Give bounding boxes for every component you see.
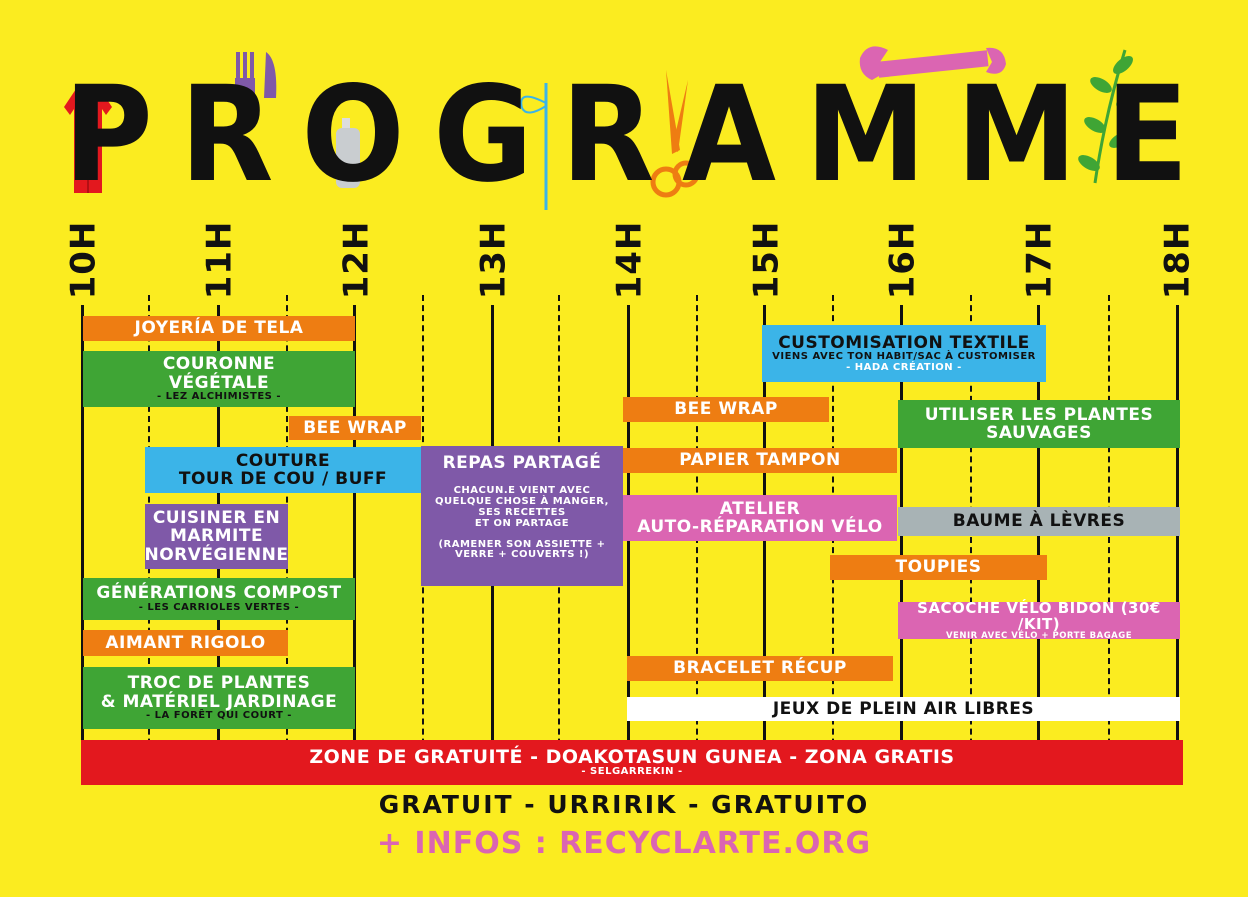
title-letter: G: [433, 58, 532, 212]
hour-label: 17H: [1019, 220, 1059, 300]
activity-zone-gratuite: [81, 740, 1183, 785]
activity-papier-tampon: [623, 448, 897, 473]
activity-title: ATELIER: [719, 498, 801, 519]
title-letter: R: [561, 58, 653, 212]
activity-note: (RAMENER SON ASSIETTE +: [438, 538, 606, 550]
activity-note: VIENS AVEC TON HABIT/SAC À CUSTOMISER: [772, 350, 1036, 362]
activity-utiliser-plantes: [898, 400, 1180, 448]
activity-note: ET ON PARTAGE: [474, 517, 570, 529]
activity-title: SAUVAGES: [986, 423, 1092, 443]
hour-label: 13H: [473, 220, 513, 300]
activity-title: TOUR DE COU / BUFF: [178, 469, 388, 489]
activity-title: JOYERÍA DE TELA: [134, 318, 304, 339]
activity-aimant: [83, 630, 288, 656]
activity-title: VÉGÉTALE: [168, 372, 270, 393]
activity-title: COURONNE: [162, 354, 276, 375]
hour-label: 14H: [609, 220, 649, 300]
activity-note: VERRE + COUVERTS !): [454, 549, 590, 561]
infos-link[interactable]: + INFOS : RECYCLARTE.ORG: [376, 826, 872, 861]
title-letter: O: [301, 58, 404, 212]
activity-title: COUTURE: [235, 450, 331, 471]
title-letter: P: [63, 58, 151, 212]
free-entry-banner: GRATUIT - URRIRIK - GRATUITO: [378, 790, 870, 819]
activity-baume: [898, 507, 1180, 536]
hour-label: 10H: [63, 220, 103, 300]
activity-sacoche: [898, 598, 1180, 642]
activity-bee-wrap-left: [289, 416, 421, 440]
hour-label: 18H: [1157, 220, 1197, 300]
hour-label: 16H: [882, 220, 922, 300]
title-letter: A: [682, 58, 775, 212]
activity-title: REPAS PARTAGÉ: [442, 453, 602, 473]
activity-note: VENIR AVEC VÉLO + PORTE BAGAGE: [945, 631, 1133, 642]
activity-joyeria: [83, 316, 355, 341]
activity-generations-compost: [83, 578, 355, 620]
page-title: [60, 55, 1190, 215]
activity-title: BEE WRAP: [303, 417, 407, 438]
activity-host: - LA FORÊT QUI COURT -: [146, 709, 292, 721]
activity-title: NORVÉGIENNE: [144, 544, 289, 565]
activity-bracelet: [627, 656, 893, 681]
activity-repas: [421, 446, 623, 586]
activity-customisation: [762, 325, 1046, 382]
activity-title: AUTO-RÉPARATION VÉLO: [637, 517, 883, 537]
activity-host: - LES CARRIOLES VERTES -: [138, 601, 300, 613]
activity-jeux: [627, 697, 1180, 721]
title-letter: M: [805, 58, 925, 212]
activity-bee-wrap-right: [623, 397, 829, 422]
hour-label: 12H: [336, 220, 376, 300]
activity-title: BEE WRAP: [674, 399, 778, 420]
activity-host: - LEZ ALCHIMISTES -: [157, 390, 281, 402]
activity-toupies: [830, 555, 1047, 580]
activity-note: SES RECETTES: [478, 506, 566, 518]
title-letter: M: [956, 58, 1076, 212]
activity-title: GÉNÉRATIONS COMPOST: [96, 583, 342, 604]
hour-label: 11H: [199, 220, 239, 300]
activity-host: - SELGARREKIN -: [581, 766, 683, 778]
activity-couronne: [83, 351, 355, 407]
activity-title: AIMANT RIGOLO: [105, 632, 266, 653]
activity-title: UTILISER LES PLANTES: [924, 404, 1154, 425]
activity-title: BAUME À LÈVRES: [952, 511, 1126, 532]
activity-title: TOUPIES: [895, 557, 982, 578]
title-letter: R: [180, 58, 272, 212]
activity-troc: [83, 667, 355, 729]
activity-title: & MATÉRIEL JARDINAGE: [100, 691, 338, 712]
activity-atelier-velo: [623, 495, 897, 541]
activity-note: QUELQUE CHOSE À MANGER,: [435, 496, 609, 508]
activity-title: CUISINER EN: [152, 507, 281, 528]
activity-note: CHACUN.E VIENT AVEC: [453, 485, 591, 497]
activity-couture: [145, 447, 421, 493]
activity-title: TROC DE PLANTES: [127, 673, 311, 694]
title-letter: E: [1105, 58, 1187, 212]
hour-label: 15H: [746, 220, 786, 300]
activity-title: SACOCHE VÉLO BIDON (30€ /KIT): [917, 598, 1161, 633]
activity-host: - HADA CRÉATION -: [846, 361, 962, 373]
activity-cuisiner: [145, 504, 288, 569]
activity-title: JEUX DE PLEIN AIR LIBRES: [772, 698, 1035, 719]
activity-title: CUSTOMISATION TEXTILE: [778, 332, 1030, 353]
activity-title: PAPIER TAMPON: [679, 450, 841, 471]
activity-title: BRACELET RÉCUP: [673, 658, 847, 679]
activity-title: ZONE DE GRATUITÉ - DOAKOTASUN GUNEA - ZONA GRATIS: [309, 745, 955, 768]
activity-title: MARMITE: [169, 526, 264, 547]
